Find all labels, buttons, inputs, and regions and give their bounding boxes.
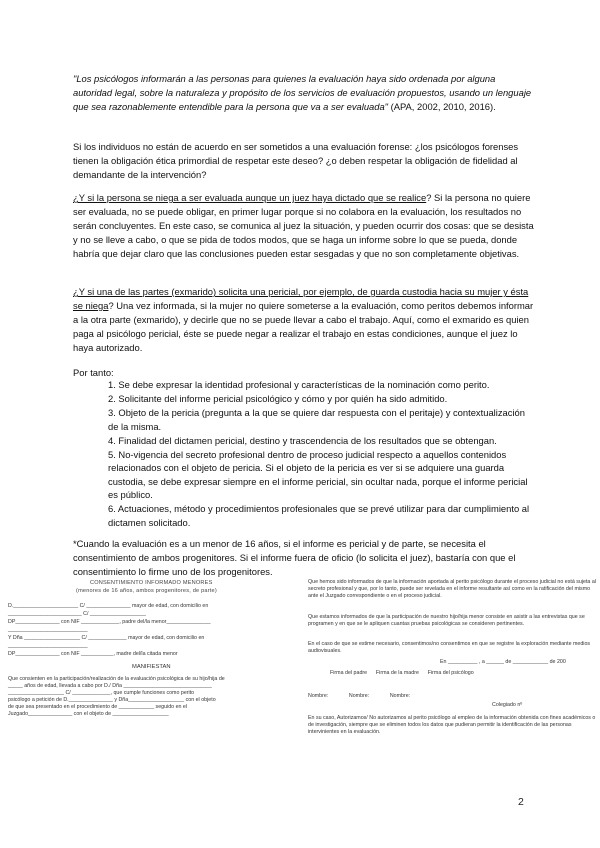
form-consent-line: Juzgado_______________ con el objeto de ___________________ (8, 711, 169, 717)
form-consent-line: de que sea presentado en el procedimiento de ____________ seguido en el (8, 704, 188, 710)
requirements-list (108, 378, 536, 530)
answer-refusal-judge: ? Si la persona no quiere ser evaluada, no se puede obligar, en primer lugar porque si no colabora en la evaluación, los resultados no serán concluyentes. En este caso, se comunica al juez la situación, y pueden ocurrir dos cosas: que se desista y no se lleve a cabo, o que se pida de todos modos, que se haga un informe sobre lo que se pueda, donde habría que dejar claro que las conclusiones pueden estar sesgadas y que no son completamente objetivas. (73, 192, 534, 260)
list-item: 4. Finalidad del dictamen pericial, destino y trascendencia de los resultados que se obtengan. (108, 434, 497, 446)
form-line: ___________________________ (8, 627, 88, 633)
form-right-paragraph: En el caso de que se estime necesario, consentimos/no consentimos en que se registre la exploración mediante medios audiovisuales. (308, 641, 591, 655)
form-consent-line: psicólogo a petición de D._______________ y Dña___________________ con el objeto (8, 697, 216, 703)
form-line: _________________________ C/ ___________________ (8, 611, 146, 617)
form-name-labels: Nombre: Nombre: Nombre: (308, 693, 411, 699)
paragraph-refusal-judge (73, 191, 535, 261)
paragraph-refusal-party (73, 285, 535, 355)
form-subtitle: (menores de 16 años, ambos progenitores, de parte) (76, 588, 217, 594)
list-item: 6. Actuaciones, método y procedimientos profesionales que se prevé utilizar para dar cumplimiento al dictamen solicitado. (108, 503, 530, 528)
form-title: CONSENTIMIENTO INFORMADO MENORES (90, 580, 213, 586)
list-item: 3. Objeto de la pericia (pregunta a la que se quiere dar respuesta con el peritaje) y contextualización de la misma. (108, 407, 525, 432)
paragraph-disagreement: Si los individuos no están de acuerdo en ser sometidos a una evaluación forense: ¿los psicólogos forenses tienen la obligación ética primordial de respetar este deseo? ¿o deben respetar la obligación de fidelidad al demandante de la intervención? (73, 141, 519, 181)
consent-form-image (4, 578, 596, 738)
form-colegiado: Colegiado nº (492, 702, 523, 708)
list-item: 1. Se debe expresar la identidad profesional y características de la nominación como perito. (108, 379, 490, 390)
list-item: 2. Solicitante del informe pericial psicológico y cómo y por quién ha sido admitido. (108, 393, 448, 404)
form-consent-line: _____ años de edad, llevada a cabo por D./ Dña ______________________________ (8, 683, 212, 689)
form-signature-labels: Firma del padre Firma de la madre Firma del psicólogo (330, 670, 474, 676)
minor-consent-note: *Cuando la evaluación es a un menor de 16 años, si el informe es pericial y de parte, se necesita el consentimiento de ambos progenitores. Si el informe fuera de oficio (lo solicita el juez), bastaría con que el consentimiento lo firme uno de los progenitores. (73, 538, 516, 578)
form-manifiestan: MANIFIESTAN (132, 664, 171, 670)
form-right-paragraph: Que estamos informados de que la participación de nuestro hijo/hija menor consiste en asistir a las entrevistas que se programen y en que se le apliquen cuantas pruebas psicológicas se consideren pertinentes. (308, 614, 585, 628)
form-right-paragraph: En su caso, Autorizamos/ No autorizamos al perito psicólogo al empleo de la información obtenida con fines académicos o de investigación, siempre que se eliminen todos los datos que pudieran permitir la identificación de las personas intervinientes en la evaluación. (308, 715, 596, 736)
form-line: DP_______________ con NIF _____________, padre del/la menor_______________ (8, 619, 211, 625)
form-consent-line: Que consienten en la participación/realización de la evaluación psicológica de su hijo/hija de (8, 676, 225, 682)
form-right-paragraph: Que hemos sido informados de que la información aportada al perito psicólogo durante el proceso judicial no está sujeta al secreto profesional y que, por lo tanto, puede ser revelada en el informe resultante así como en la ratificación del mismo ante el Juzgado correspondiente o en el proceso judicial. (308, 579, 596, 600)
form-date-line: En __________ , a ______ de ____________ de 200 (440, 659, 566, 665)
page-number: 2 (518, 796, 524, 808)
form-line: D.______________________ C/ _______________ mayor de edad, con domicilio en (8, 603, 209, 609)
question-refusal-judge: ¿Y si la persona se niega a ser evaluada aunque un juez haya dictado que se realice (73, 192, 427, 203)
form-consent-line: ___________________ C/ _____________, que cumple funciones como perito (8, 690, 195, 696)
form-line: DP_______________ con NIF ___________, madre del/la citada menor (8, 651, 178, 657)
answer-refusal-party: ? Una vez informada, si la mujer no quiere someterse a la evaluación, como peritos debemos informar a la otra parte (exmarido), y decirle que no se puede llevar a cabo el trabajo. Aquí, como el exmarido es quien paga al psicólogo pericial, éste se puede negar a realizar el trabajo en estas condiciones, aunque el juez lo haya autorizado. (73, 300, 534, 354)
question-refusal-party: ¿Y si una de las partes (exmarido) solicita una pericial, por ejemplo, de guarda custodia hacia su mujer y ésta se niega (73, 286, 529, 312)
apa-quote (73, 72, 535, 114)
form-line: Y Dña ___________________ C/ _____________ mayor de edad, con domicilio en (8, 635, 205, 641)
list-item: 5. No-vigencia del secreto profesional dentro de proceso judicial respecto a aquellos contenidos relacionados con el objeto de pericia. Si el objeto de la pericia es ver si se adquiere una guarda custodia, se debe expresar siempre en el informe pericial, sin ocultar nada, porque el informe pericial es público. (108, 448, 528, 500)
por-tanto-heading: Por tanto: (73, 367, 114, 378)
apa-citation: (APA, 2002, 2010, 2016). (388, 101, 496, 113)
apa-quote-text: "Los psicólogos informarán a las personas para quienes la evaluación haya sido ordenada por alguna autoridad legal, sobre la naturaleza y propósito de los servicios de evaluación propuestos, usando un lenguaje que sea razonablemente entendible para la persona que va a ser evaluada" (73, 73, 532, 113)
form-line: ___________________________ (8, 643, 88, 649)
